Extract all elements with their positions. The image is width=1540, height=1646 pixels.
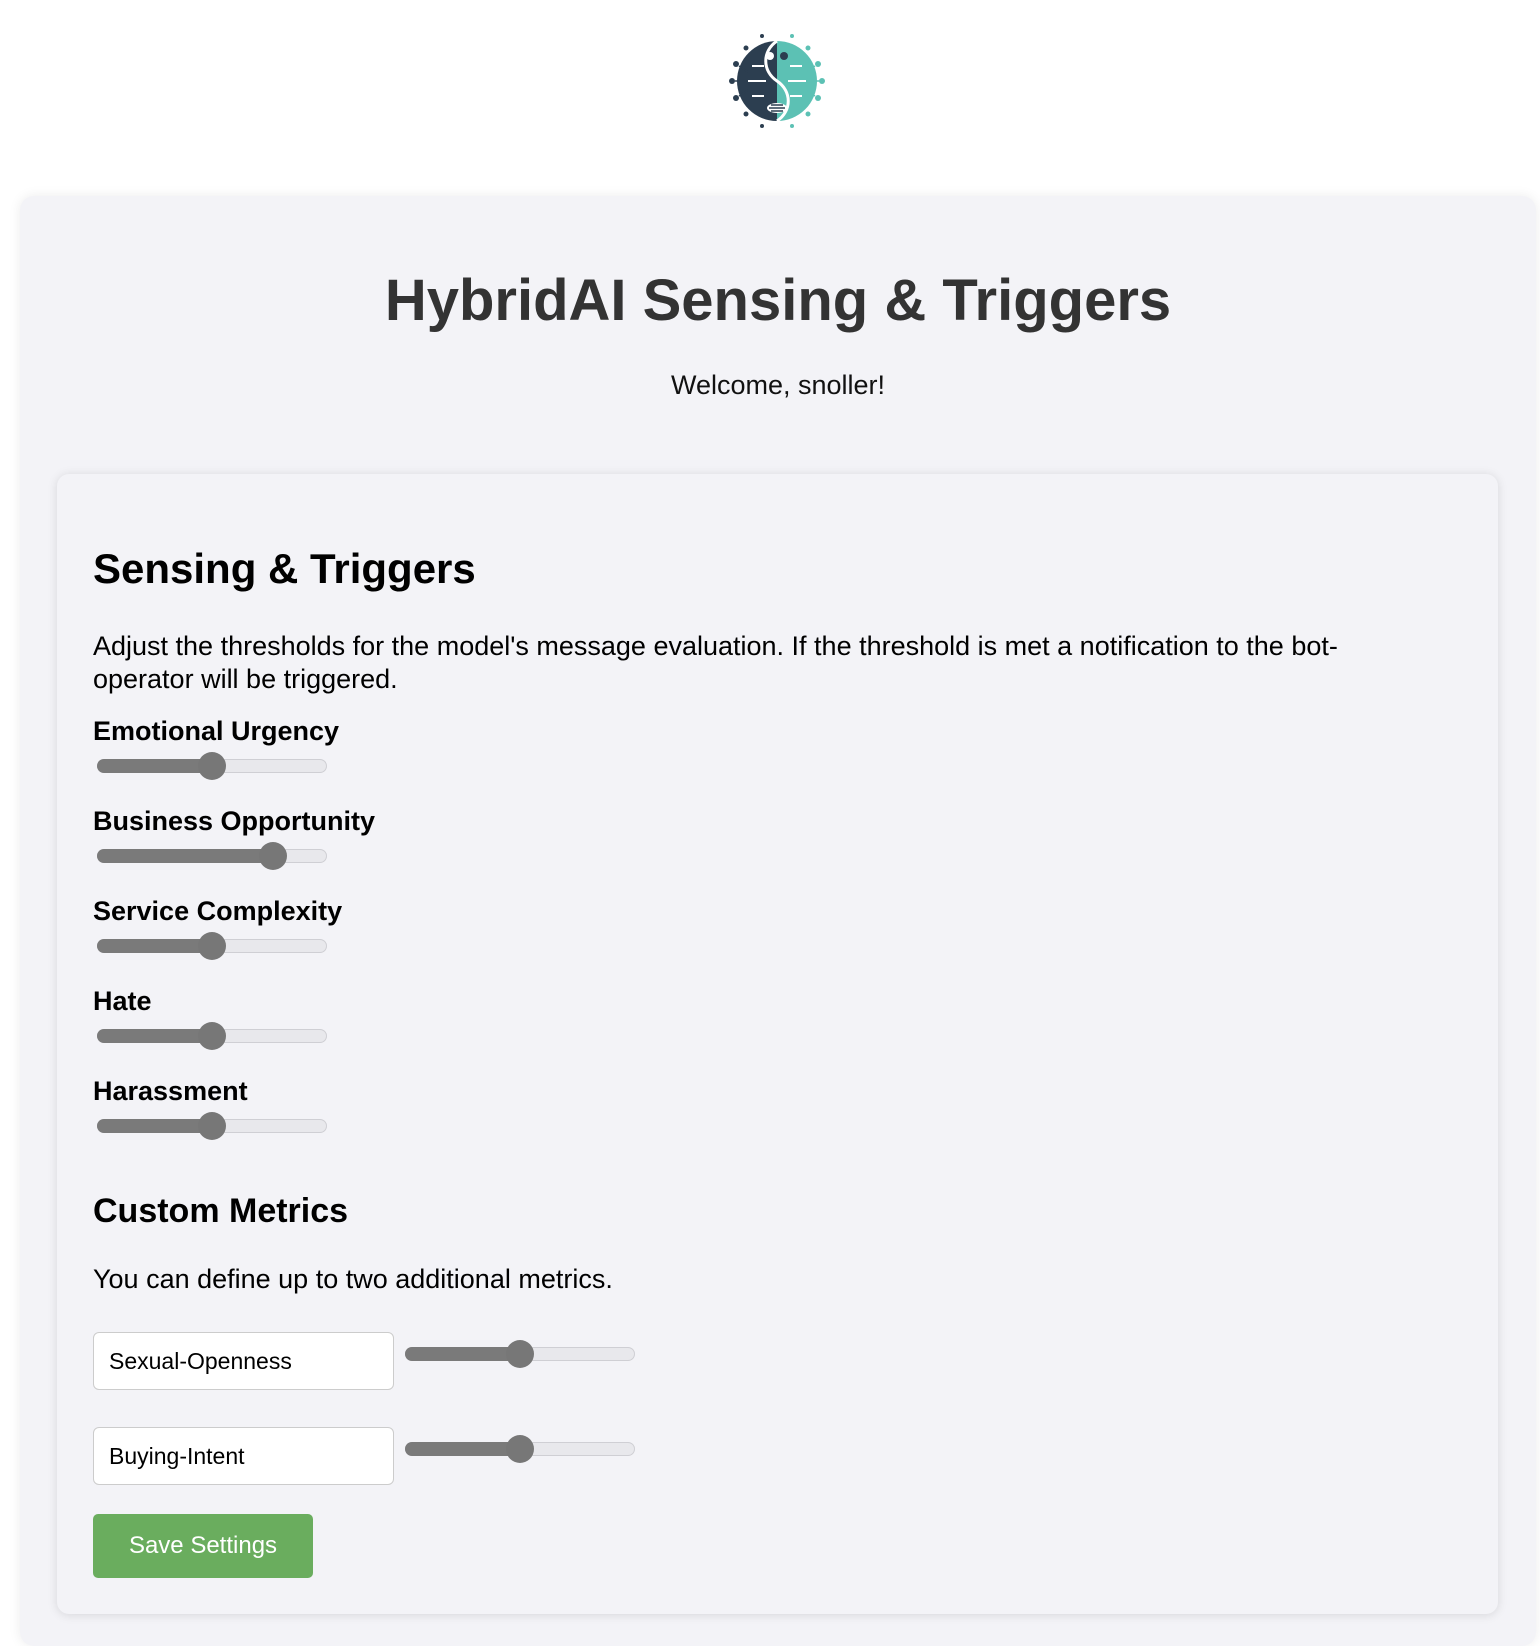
sensing-card — [57, 474, 1498, 1614]
metric-label: Harassment — [93, 1076, 248, 1106]
slider-fill — [97, 1029, 212, 1043]
slider-thumb[interactable] — [198, 1022, 226, 1050]
service-complexity-slider[interactable] — [93, 931, 327, 961]
business-opportunity-slider[interactable] — [93, 841, 327, 871]
welcome-message: Welcome, snoller! — [670, 370, 886, 400]
page-title: HybridAI Sensing & Triggers — [384, 268, 1172, 333]
custom-metric-row — [93, 1427, 693, 1485]
slider-fill — [405, 1347, 520, 1361]
metric-label: Service Complexity — [93, 896, 343, 926]
metric-label: Hate — [93, 986, 152, 1016]
section-description: Adjust the thresholds for the model's message evaluation. If the threshold is met a notification to the bot-operator will be triggered. — [93, 631, 1338, 694]
logo — [722, 26, 832, 136]
section-title: Sensing & Triggers — [93, 545, 476, 592]
metric-business-opportunity — [93, 808, 493, 871]
harassment-slider[interactable] — [93, 1111, 327, 1141]
slider-fill — [97, 939, 212, 953]
custom-metric-slider[interactable] — [401, 1434, 635, 1464]
emotional-urgency-slider[interactable] — [93, 751, 327, 781]
main-panel — [20, 196, 1536, 1646]
hate-slider[interactable] — [93, 1021, 327, 1051]
custom-metric-name-input[interactable] — [93, 1427, 394, 1485]
metric-harassment — [93, 1078, 493, 1141]
custom-metric-row — [93, 1332, 693, 1390]
slider-fill — [97, 1119, 212, 1133]
metric-hate — [93, 988, 493, 1051]
slider-fill — [97, 759, 212, 773]
slider-thumb[interactable] — [198, 932, 226, 960]
slider-thumb[interactable] — [506, 1435, 534, 1463]
save-settings-button[interactable]: Save Settings — [93, 1514, 313, 1578]
custom-metric-slider[interactable] — [401, 1339, 635, 1369]
metric-service-complexity — [93, 898, 493, 961]
slider-thumb[interactable] — [506, 1340, 534, 1368]
metric-emotional-urgency — [93, 718, 493, 781]
slider-thumb[interactable] — [198, 1112, 226, 1140]
metric-label: Emotional Urgency — [93, 716, 340, 746]
custom-metric-name-input[interactable] — [93, 1332, 394, 1390]
slider-fill — [405, 1442, 520, 1456]
custom-metrics-title: Custom Metrics — [93, 1192, 349, 1230]
slider-thumb[interactable] — [259, 842, 287, 870]
metric-label: Business Opportunity — [93, 806, 376, 836]
slider-thumb[interactable] — [198, 752, 226, 780]
slider-fill — [97, 849, 273, 863]
brain-circuit-logo-icon — [722, 26, 832, 136]
custom-metrics-description: You can define up to two additional metrics. — [93, 1264, 613, 1294]
